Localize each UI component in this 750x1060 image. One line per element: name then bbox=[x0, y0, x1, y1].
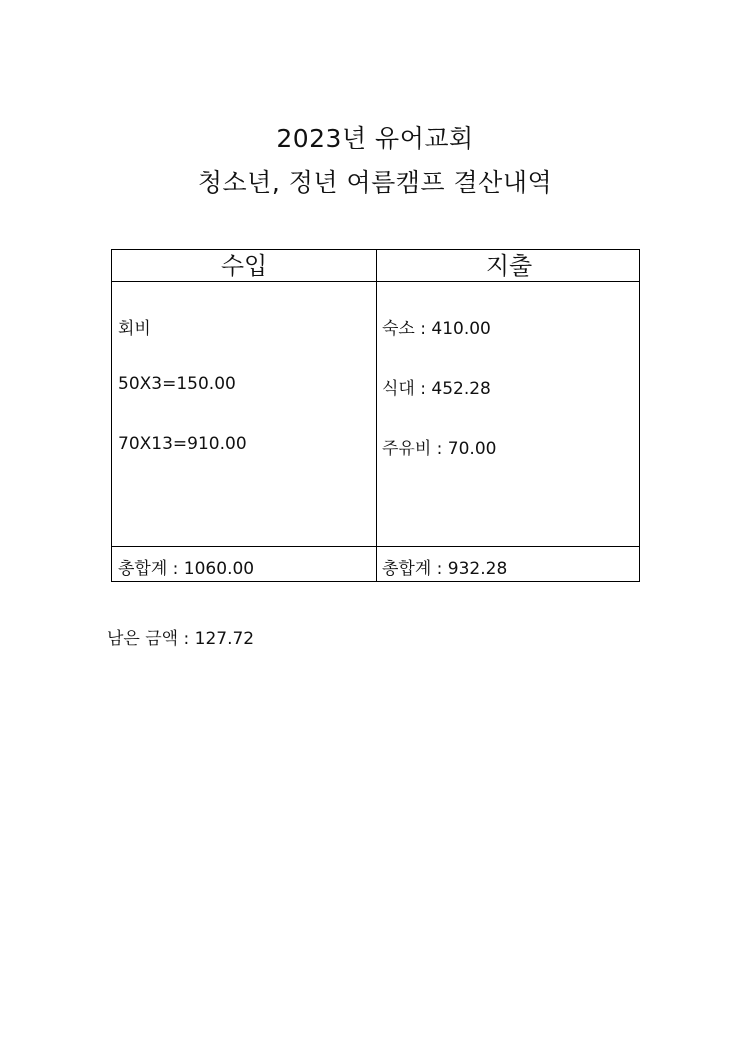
column-divider bbox=[376, 250, 377, 581]
income-header: 수입 bbox=[220, 252, 268, 280]
expense-header: 지출 bbox=[485, 252, 533, 280]
expense-line-meals: 식대 : 452.28 bbox=[382, 379, 491, 399]
footer-divider bbox=[112, 546, 639, 547]
header-divider bbox=[112, 281, 639, 282]
income-total: 총합계 : 1060.00 bbox=[118, 559, 255, 579]
expense-total: 총합계 : 932.28 bbox=[382, 559, 508, 579]
income-line-youth: 70X13=910.00 bbox=[118, 434, 247, 454]
income-line-adults: 50X3=150.00 bbox=[118, 374, 236, 394]
income-line-membership: 회비 bbox=[118, 319, 151, 339]
expense-line-lodging: 숙소 : 410.00 bbox=[382, 319, 491, 339]
document-title-line2: 청소년, 정년 여름캠프 결산내역 bbox=[197, 168, 553, 197]
settlement-table bbox=[111, 249, 640, 582]
remaining-amount: 남은 금액 : 127.72 bbox=[107, 629, 255, 649]
expense-line-fuel: 주유비 : 70.00 bbox=[382, 439, 497, 459]
document-title-line1: 2023년 유어교회 bbox=[276, 124, 474, 153]
